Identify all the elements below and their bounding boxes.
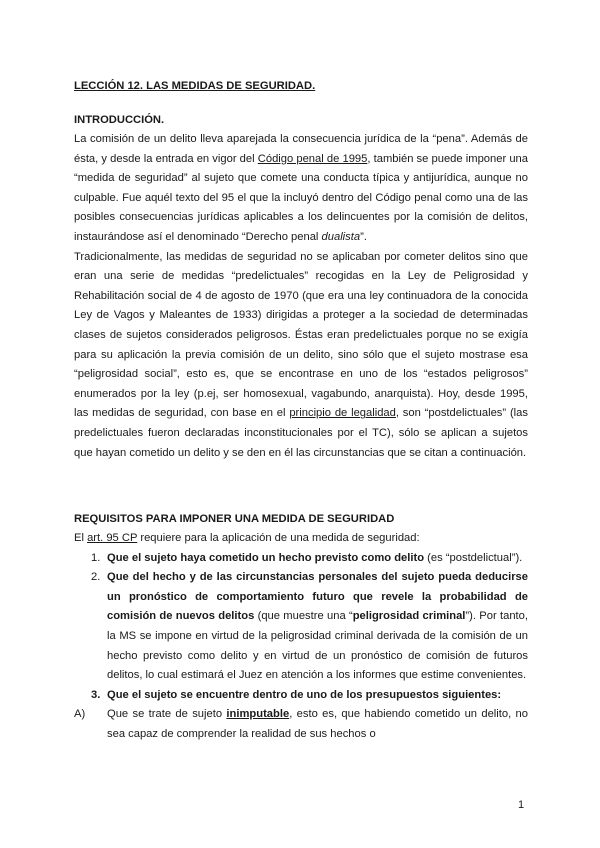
list-item [74, 686, 528, 706]
section-heading-requisitos: REQUISITOS PARA IMPONER UNA MEDIDA DE SEGURIDAD [74, 513, 395, 525]
list-item [74, 549, 528, 569]
page-number: 1 [518, 799, 525, 811]
text-run: El [74, 532, 88, 544]
list-item [74, 705, 528, 744]
intro-paragraph-1 [74, 130, 528, 248]
text-run: , son “postdelictuales” (las predelictuales fueron declaradas inconstitucionales por el TC), sólo se aplican a sujetos que hayan cometido un delito y se den en él las circunstancias que se citan a continuación. [74, 407, 528, 459]
text-run: La comisión de un delito lleva aparejada la consecuencia jurídica de la “pena”. Además de ésta, y desde la entrada en vigor del [74, 133, 528, 165]
art-95-link[interactable]: art. 95 CP [87, 532, 138, 544]
text-run: Tradicionalmente, las medidas de seguridad no se aplicaban por cometer delitos sino que eran una serie de medidas “predelictuales” recogidas en la Ley de Peligrosidad y Rehabilitación social de 4 de agosto de 1970 (que era una ley continuadora de la conocida Ley de Vagos y Maleantes de 1933) dirigidas a proteger a la sociedad de determinadas clases de sujetos considerados peligrosos. Éstas eran predelictuales porque no se exigía para su aplicación la previa comisión de un delito, sino sólo que el sujeto mostrase esa “peligrosidad social”, esto es, que se encontrase en uno de los “estados peligrosos” enumerados por la ley (p.ej, ser homosexual, vagabundo, anarquista). Hoy, desde 1995, las medidas de seguridad, con base en el [74, 250, 528, 420]
list-item [74, 568, 528, 686]
bold-text: peligrosidad criminal [352, 610, 466, 623]
requisitos-body [74, 529, 528, 745]
list-number: 2. [91, 571, 101, 584]
bold-text: Que el sujeto se encuentre dentro de uno de los presupuestos siguientes: [107, 688, 502, 701]
list-number: 1. [91, 551, 101, 564]
italic-term: dualista [321, 230, 361, 243]
bold-text: Que del hecho y de las circunstancias personales del sujeto pueda deducirse un pronóstico de comportamiento futuro que revele la probabilidad de comisión de nuevos delitos [107, 571, 528, 623]
text-run: (es “postdelictual”). [424, 551, 523, 564]
text-run: , esto es, que habiendo cometido un delito, no sea capaz de comprender la realidad de sus hechos o [107, 708, 529, 740]
text-run: (que muestre una “ [254, 610, 353, 623]
section-heading-introduccion: INTRODUCCIÓN. [74, 114, 165, 126]
text-run: requiere para la aplicación de una medida de seguridad: [137, 532, 420, 544]
bold-text: Que el sujeto haya cometido un hecho previsto como delito [107, 551, 425, 564]
requisitos-list [74, 549, 528, 745]
page-title: LECCIÓN 12. LAS MEDIDAS DE SEGURIDAD. [74, 80, 316, 92]
codigo-penal-link[interactable]: Código penal de 1995 [257, 152, 368, 165]
text-run: ”). Por tanto, la MS se impone en virtud de la peligrosidad criminal derivada de la comisión de un hecho previsto como delito y en virtud de un pronóstico de comisión de futuros delitos, lo cual estimará el Juez en atención a los informes que estime convenientes. [107, 610, 528, 682]
text-run: ”. [360, 230, 367, 243]
requisitos-intro [74, 529, 528, 549]
intro-paragraph-2 [74, 248, 528, 464]
list-number: 3. [91, 688, 101, 701]
text-run: Que se trate de sujeto [107, 708, 227, 721]
inimputable-term: inimputable [226, 708, 290, 721]
principio-legalidad-link[interactable]: principio de legalidad [289, 407, 396, 420]
intro-body [74, 130, 528, 463]
list-letter: A) [74, 708, 86, 721]
text-run: , también se puede imponer una “medida de seguridad” al sujeto que comete una conducta típica y antijurídica, aunque no culpable. Fue aquél texto del 95 el que la incluyó dentro del Código penal como una de las posibles consecuencias jurídicas aplicables a los delincuentes por la comisión de delitos, instaurándose así el denominado “Derecho penal [74, 152, 528, 243]
